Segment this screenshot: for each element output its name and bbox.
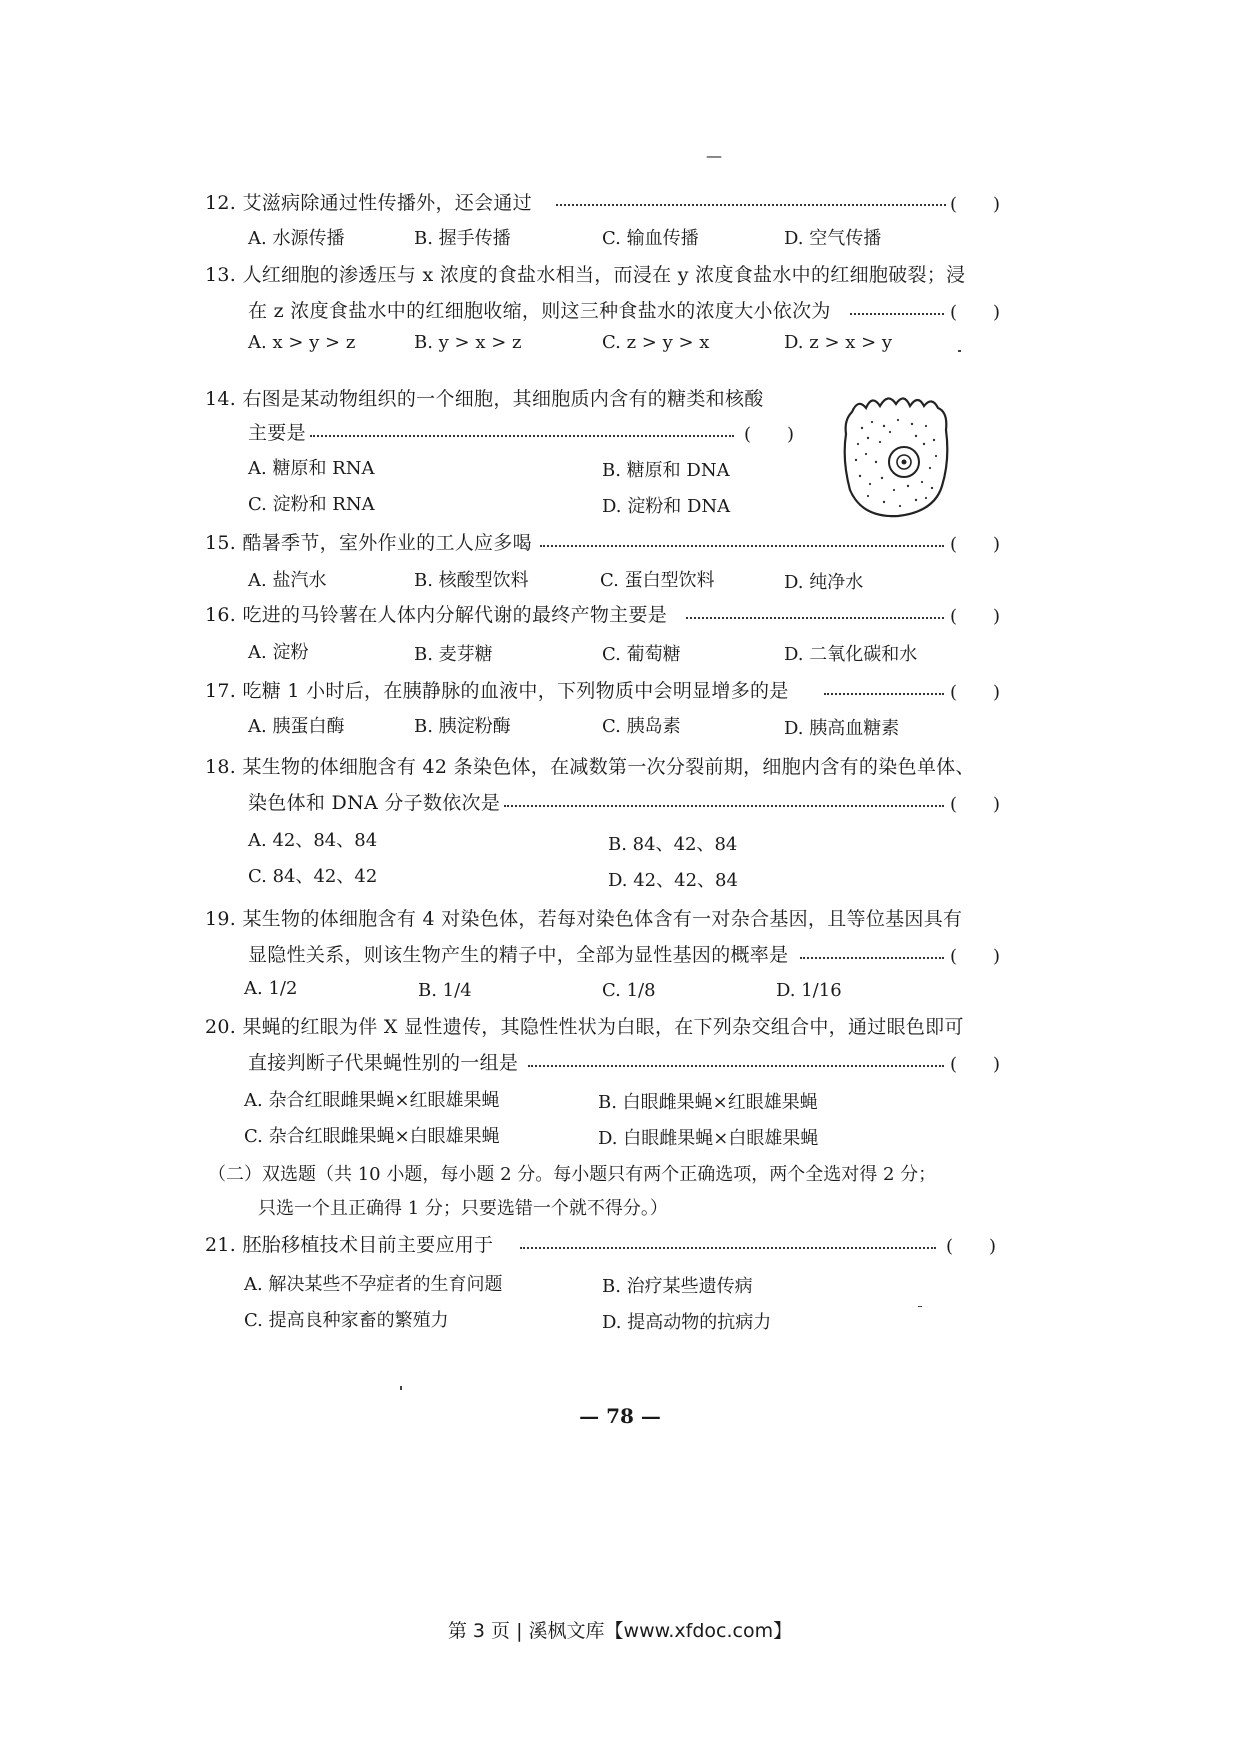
option-d: D. 42、42、84 [608,870,738,891]
leader-dots [528,1065,944,1067]
option-d: D. 纯净水 [784,572,864,593]
option-d: D. 二氧化碳和水 [784,644,918,665]
option-c: C. 蛋白型饮料 [600,570,715,591]
leader-dots [800,957,944,959]
leader-dots [850,313,944,315]
q14-stem-line2: 主要是 [248,422,306,444]
option-b: B. y > x > z [414,332,522,353]
option-c: C. 淀粉和 RNA [248,494,375,515]
answer-paren: ( ) [950,1054,1001,1075]
q17-stem: 17. 吃糖 1 小时后，在胰静脉的血液中，下列物质中会明显增多的是 [205,680,789,702]
option-a: A. 水源传播 [248,228,345,249]
option-d: D. 空气传播 [784,228,882,249]
option-b: B. 治疗某些遗传病 [602,1276,753,1297]
option-c: C. z > y > x [602,332,710,353]
q18-stem-line2: 染色体和 DNA 分子数依次是 [248,792,501,814]
option-a: A. 解决某些不孕症者的生育问题 [244,1274,503,1295]
option-b: B. 84、42、84 [608,834,738,855]
option-d: D. 淀粉和 DNA [602,496,731,517]
q20-stem-line2: 直接判断子代果蝇性别的一组是 [248,1052,519,1074]
page-number: — 78 — [579,1404,661,1428]
option-c: C. 胰岛素 [602,716,681,737]
answer-paren: ( ) [950,682,1001,703]
answer-paren: ( ) [744,424,795,445]
leader-dots [520,1247,936,1249]
section-heading-line1: （二）双选题（共 10 小题，每小题 2 分。每小题只有两个正确选项，两个全选对得 2 分； [208,1164,937,1185]
answer-paren: ( ) [950,606,1001,627]
option-a: A. x > y > z [248,332,356,353]
scan-speck [400,1386,402,1390]
option-a: A. 胰蛋白酶 [248,716,345,737]
answer-paren: ( ) [946,1236,997,1257]
leader-dots [540,545,944,547]
leader-dots [824,693,944,695]
option-c: C. 葡萄糖 [602,644,681,665]
option-b: B. 1/4 [418,980,472,1001]
option-a: A. 糖原和 RNA [248,458,375,479]
option-a: A. 淀粉 [248,642,309,663]
leader-dots [310,435,734,437]
q14-stem-line1: 14. 右图是某动物组织的一个细胞，其细胞质内含有的糖类和核酸 [205,388,764,410]
option-d: D. 1/16 [776,980,842,1001]
scan-speck [958,350,961,352]
option-b: B. 糖原和 DNA [602,460,730,481]
scan-speck [918,1306,922,1307]
option-d: D. 胰高血糖素 [784,718,900,739]
option-d: D. 提高动物的抗病力 [602,1312,772,1333]
option-c: C. 输血传播 [602,228,699,249]
option-a: A. 盐汽水 [248,570,327,591]
option-c: C. 84、42、42 [248,866,378,887]
q12-stem: 12. 艾滋病除通过性传播外，还会通过 [205,192,532,214]
option-b: B. 白眼雌果蝇×红眼雄果蝇 [598,1092,818,1113]
q19-stem-line2: 显隐性关系，则该生物产生的精子中，全部为显性基因的概率是 [248,944,789,966]
footer: 第 3 页 | 溪枫文库【www.xfdoc.com】 [447,1620,793,1642]
q13-stem-line2: 在 z 浓度食盐水中的红细胞收缩，则这三种食盐水的浓度大小依次为 [248,300,831,322]
option-a: A. 1/2 [244,978,298,999]
answer-paren: ( ) [950,534,1001,555]
option-b: B. 麦芽糖 [414,644,493,665]
q16-stem: 16. 吃进的马铃薯在人体内分解代谢的最终产物主要是 [205,604,668,626]
option-d: D. 白眼雌果蝇×白眼雄果蝇 [598,1128,819,1149]
option-a: A. 42、84、84 [248,830,378,851]
option-b: B. 胰淀粉酶 [414,716,511,737]
section-heading-line2: 只选一个且正确得 1 分；只要选错一个就不得分。） [258,1198,668,1219]
option-c: C. 1/8 [602,980,656,1001]
answer-paren: ( ) [950,302,1001,323]
option-c: C. 杂合红眼雌果蝇×白眼雄果蝇 [244,1126,500,1147]
answer-paren: ( ) [950,946,1001,967]
leader-dots [686,617,944,619]
option-c: C. 提高良种家畜的繁殖力 [244,1310,449,1331]
q21-stem: 21. 胚胎移植技术目前主要应用于 [205,1234,494,1256]
answer-paren: ( ) [950,194,1001,215]
option-a: A. 杂合红眼雌果蝇×红眼雄果蝇 [244,1090,500,1111]
q18-stem-line1: 18. 某生物的体细胞含有 42 条染色体，在减数第一次分裂前期，细胞内含有的染色单体、 [205,756,975,778]
option-d: D. z > x > y [784,332,893,353]
q15-stem: 15. 酷暑季节，室外作业的工人应多喝 [205,532,532,554]
header-mark: — [706,146,723,165]
option-b: B. 核酸型饮料 [414,570,529,591]
option-b: B. 握手传播 [414,228,511,249]
q20-stem-line1: 20. 果蝇的红眼为伴 X 显性遗传，其隐性性状为白眼，在下列杂交组合中，通过眼色即可 [205,1016,964,1038]
animal-cell-figure [838,390,954,522]
leader-dots [504,805,944,807]
q13-stem-line1: 13. 人红细胞的渗透压与 x 浓度的食盐水相当，而浸在 y 浓度食盐水中的红细胞破裂；浸 [205,264,966,286]
q19-stem-line1: 19. 某生物的体细胞含有 4 对染色体，若每对染色体含有一对杂合基因，且等位基因具有 [205,908,963,930]
leader-dots [556,204,946,206]
answer-paren: ( ) [950,794,1001,815]
